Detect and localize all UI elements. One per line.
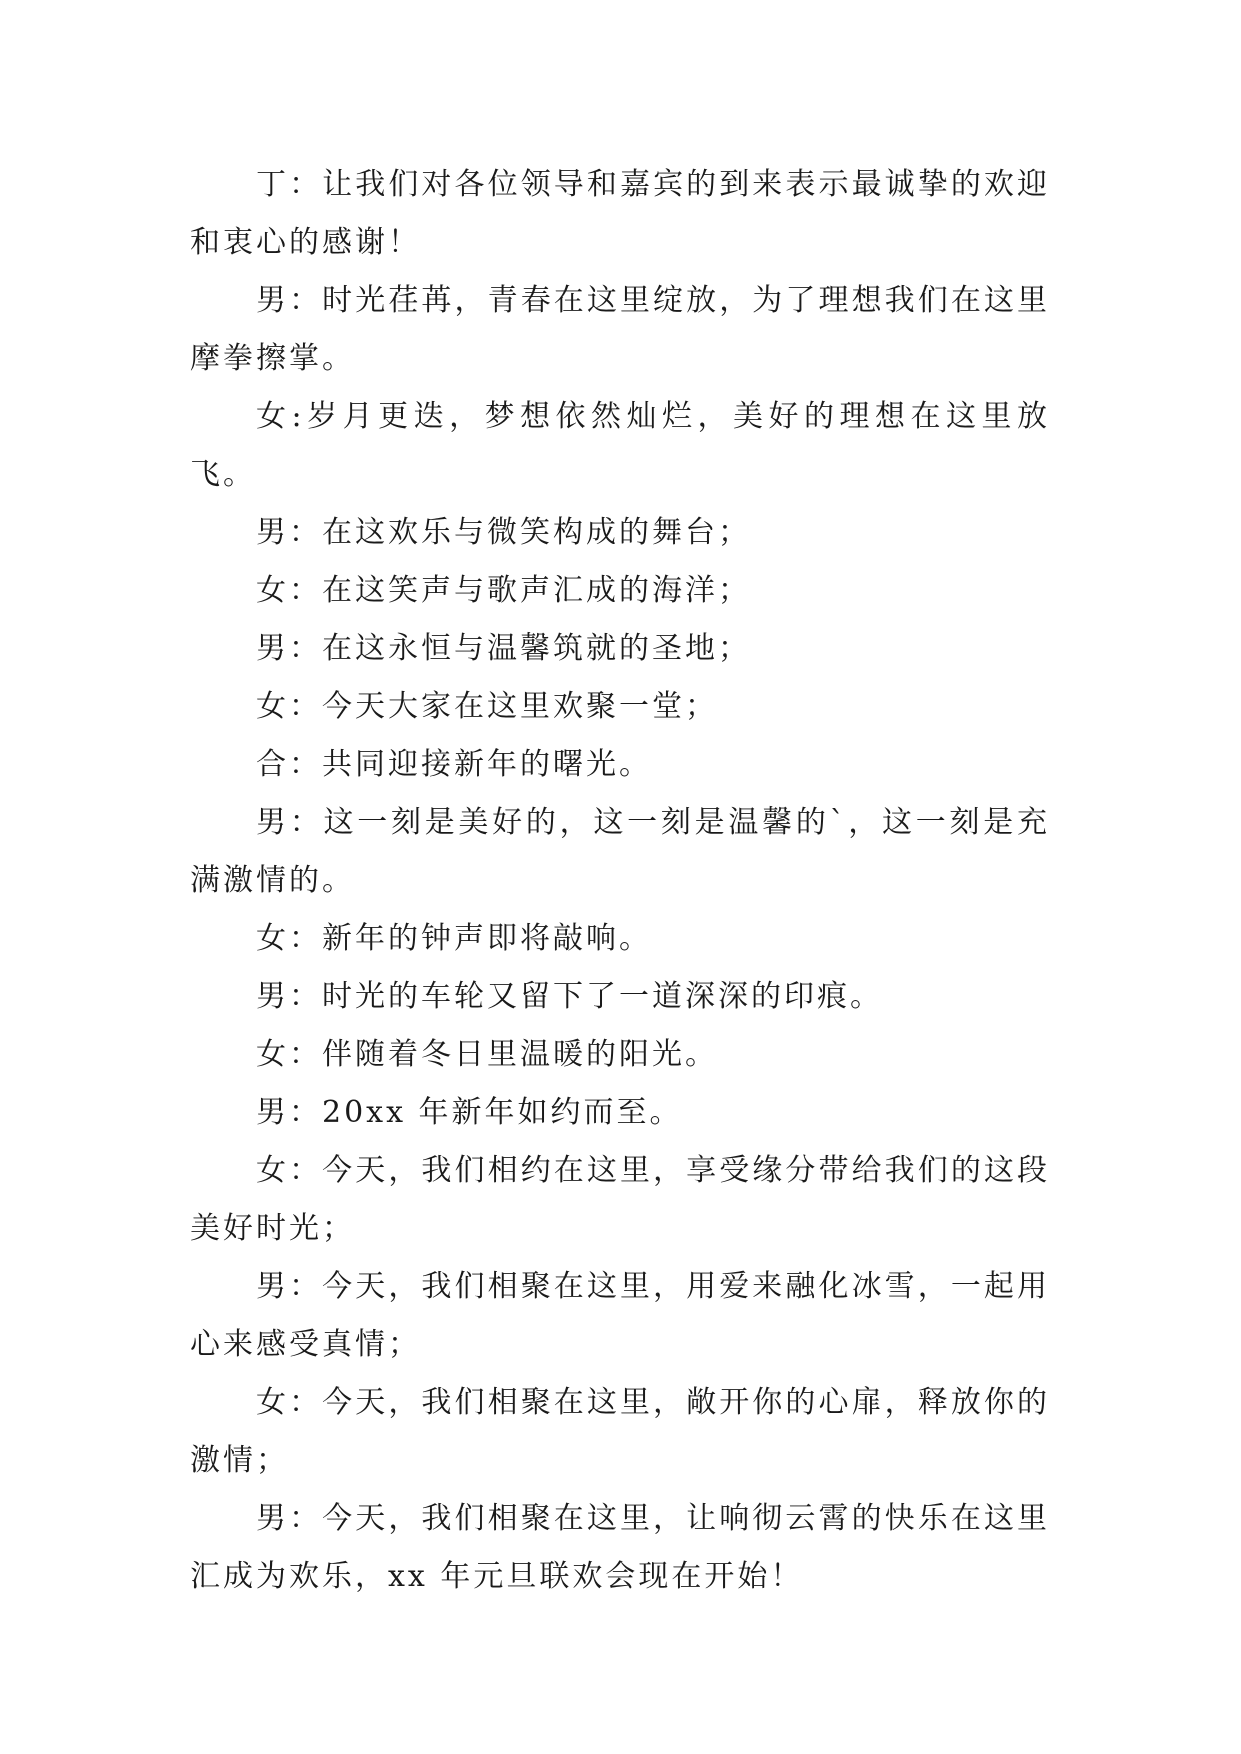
paragraph-12: 女：伴随着冬日里温暖的阳光。 [256, 1037, 718, 1072]
paragraph-17: 男：今天，我们相聚在这里，让响彻云霄的快乐在这里汇成为欢乐，xx 年元旦联欢会现在开始！ [190, 1501, 1050, 1594]
paragraph-4: 男：在这欢乐与微笑构成的舞台； [256, 515, 751, 550]
paragraph-10: 女：新年的钟声即将敲响。 [256, 921, 652, 956]
paragraph-3: 女:岁月更迭，梦想依然灿烂，美好的理想在这里放飞。 [190, 399, 1050, 492]
paragraph-15: 男：今天，我们相聚在这里，用爱来融化冰雪，一起用心来感受真情； [190, 1269, 1050, 1362]
paragraph-1: 丁：让我们对各位领导和嘉宾的到来表示最诚挚的欢迎和衷心的感谢！ [190, 167, 1050, 260]
paragraph-14: 女：今天，我们相约在这里，享受缘分带给我们的这段美好时光； [190, 1153, 1050, 1246]
paragraph-9: 男：这一刻是美好的，这一刻是温馨的`，这一刻是充满激情的。 [190, 805, 1050, 898]
document-body [190, 156, 1050, 1606]
paragraph-13: 男：20xx 年新年如约而至。 [256, 1095, 683, 1130]
paragraph-16: 女：今天，我们相聚在这里，敞开你的心扉，释放你的激情； [190, 1385, 1050, 1478]
paragraph-6: 男：在这永恒与温馨筑就的圣地； [256, 631, 751, 666]
paragraph-2: 男：时光荏苒，青春在这里绽放，为了理想我们在这里摩拳擦掌。 [190, 283, 1050, 376]
paragraph-7: 女：今天大家在这里欢聚一堂； [256, 689, 718, 724]
paragraph-8: 合：共同迎接新年的曙光。 [256, 747, 652, 782]
paragraph-11: 男：时光的车轮又留下了一道深深的印痕。 [256, 979, 883, 1014]
paragraph-5: 女：在这笑声与歌声汇成的海洋； [256, 573, 751, 608]
